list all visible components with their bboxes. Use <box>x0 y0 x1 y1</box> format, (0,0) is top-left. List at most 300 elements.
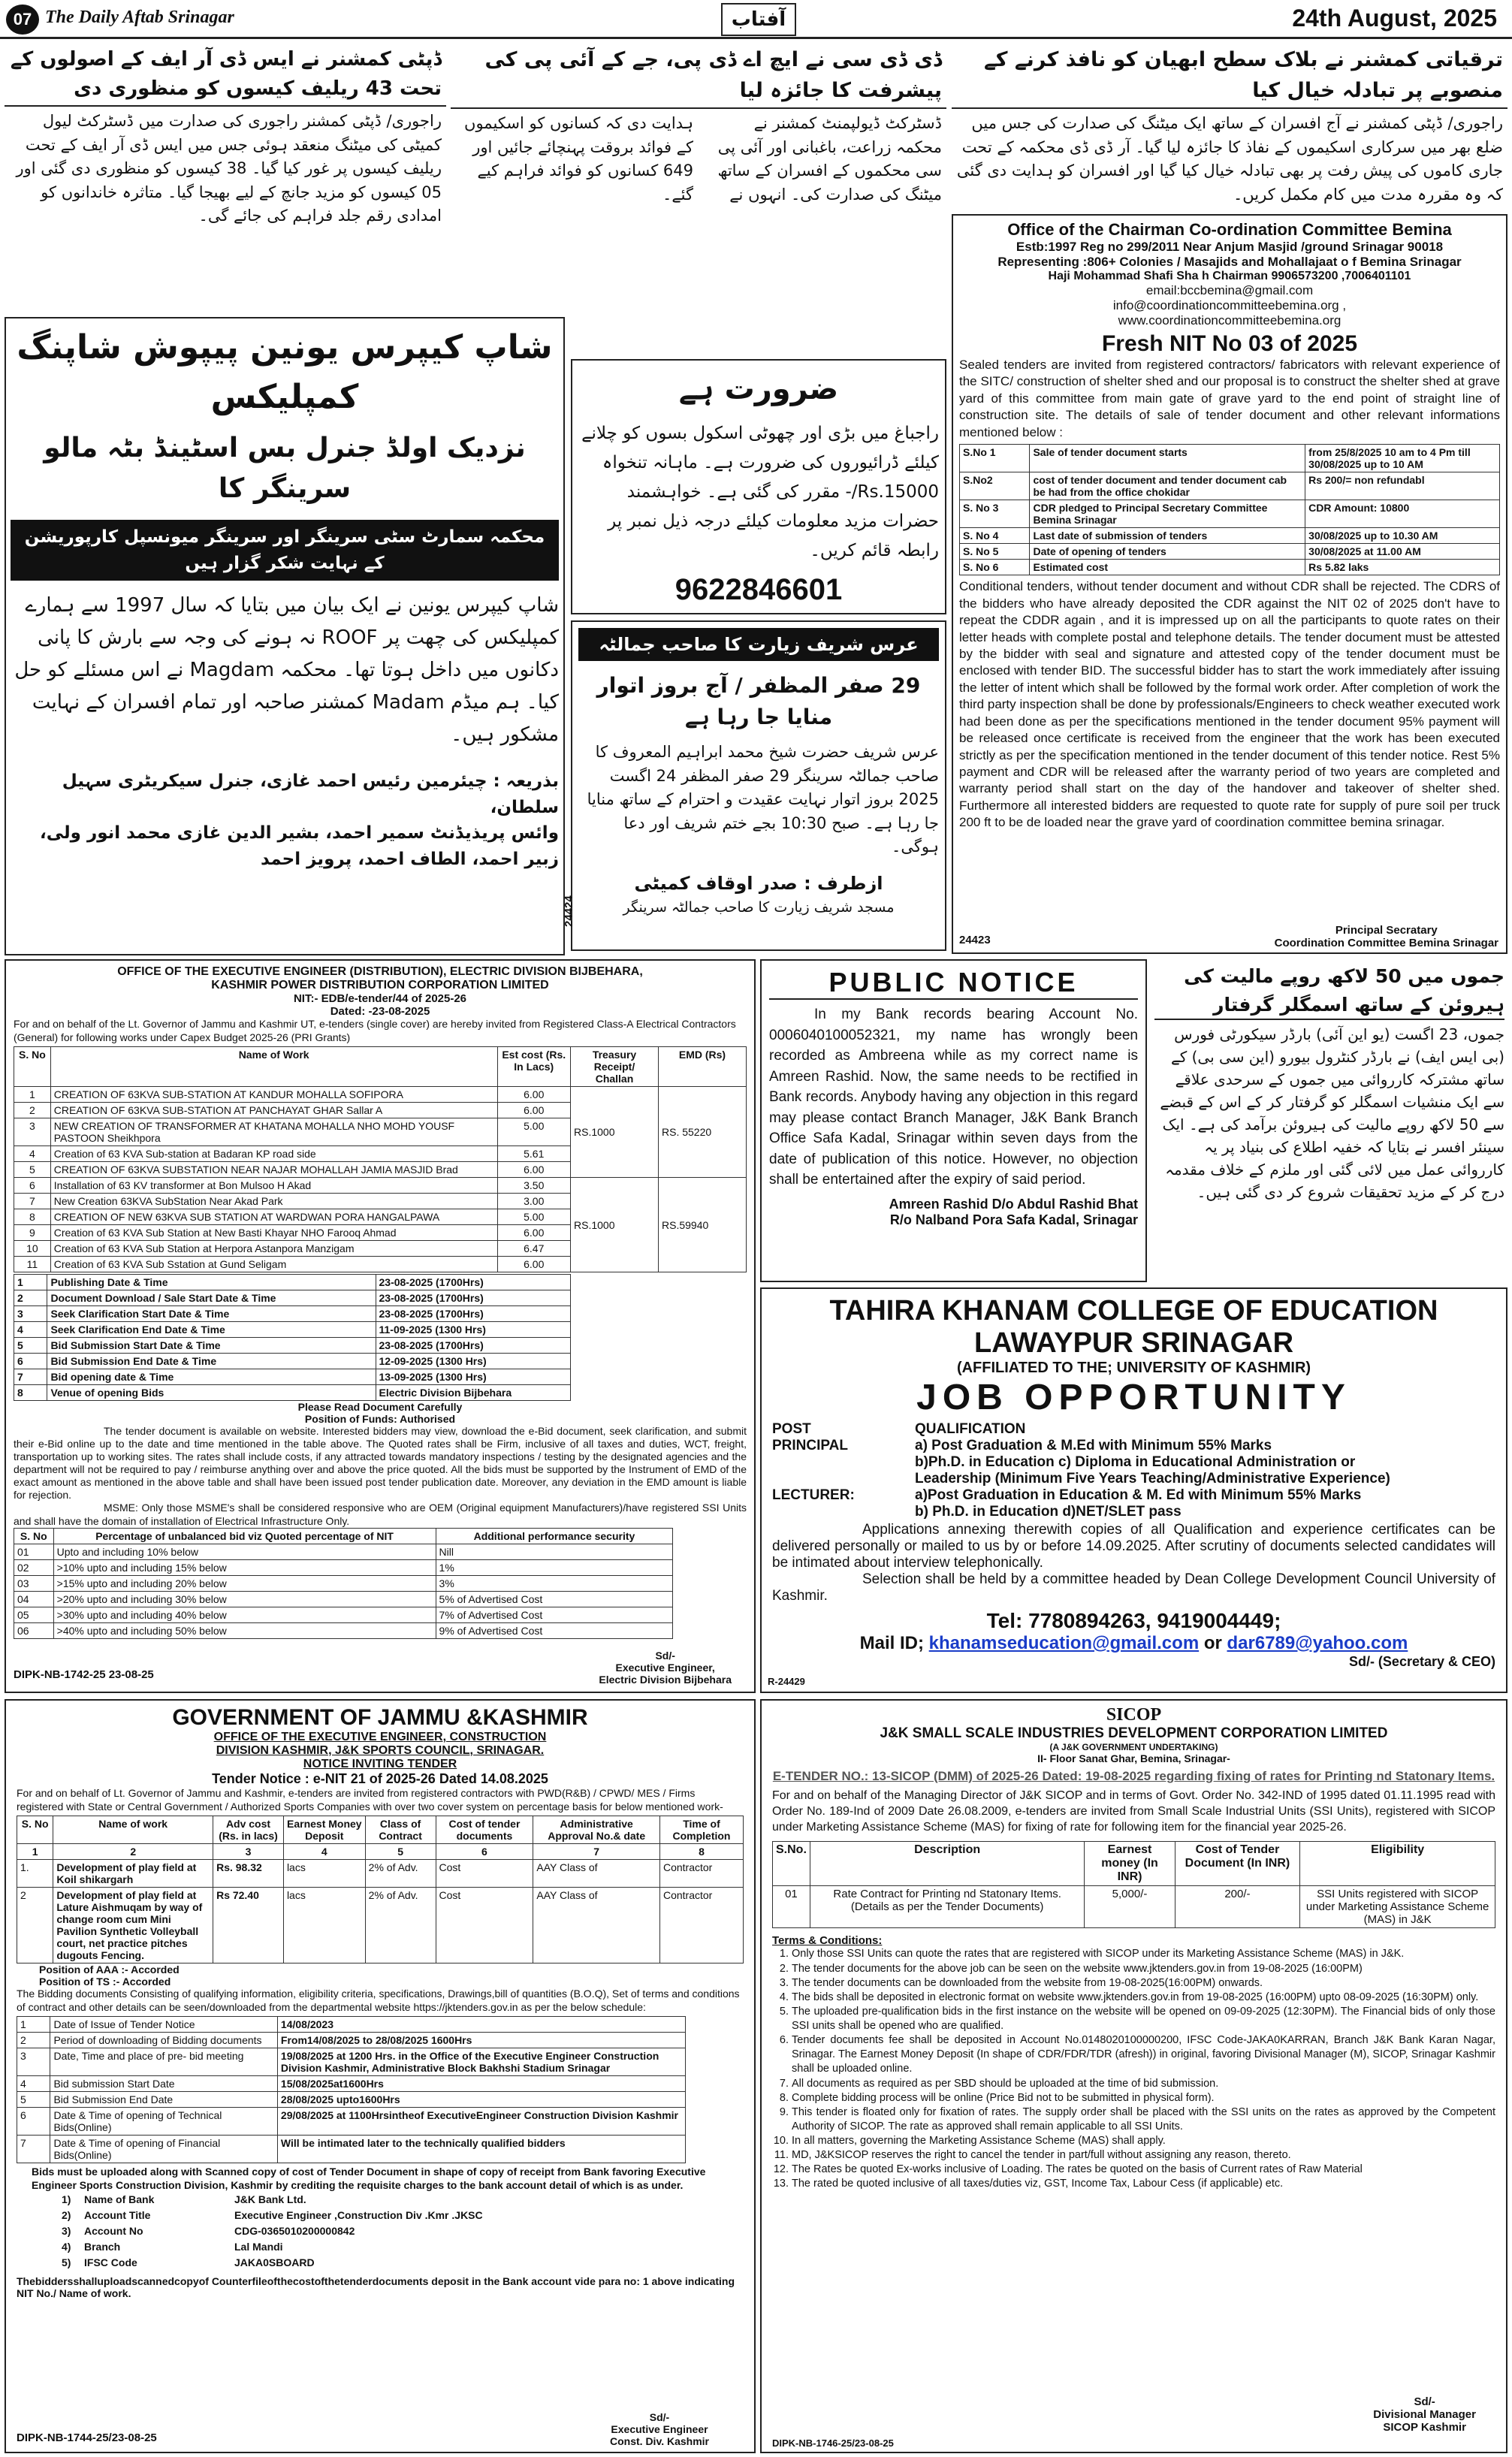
article-development-commissioner <box>952 44 1507 210</box>
bank-row <box>62 2208 744 2223</box>
row-number: S. No 4 <box>960 528 1030 544</box>
sched-number: 1 <box>14 1275 47 1290</box>
ad-ref: DIPK-NB-1744-25/23-08-25 <box>17 2431 157 2444</box>
column-header: Name of Work <box>50 1047 497 1087</box>
newspaper-logo: آفتاب <box>721 3 796 36</box>
term-item: 9. This tender is floated only for fixation of rates. The supply order shall be placed with the SSI units on the rates as approved by the Competent Authority of SICOP. The rate as approved shall remain applicable to all SSI Units. <box>792 2105 1495 2134</box>
bank-index: 5) <box>62 2256 71 2268</box>
sched-item: Period of downloading of Bidding documents <box>50 2033 277 2048</box>
college-location: LAWAYPUR SRINAGAR <box>973 1327 1294 1359</box>
sched-number: 5 <box>14 1338 47 1354</box>
column-header: Time of Completion <box>659 1816 743 1844</box>
nit-intro: Sealed tenders are invited from registered contractors/ fabricators with relevant experience of the SITC/ construction of shelter shed and our proposal is to construct the shelter shed at grave yard of this committee from main gate of grave yard to the end point of straight line of construction site. The details of sale of tender document and other relevant informations mentioned below : <box>959 358 1500 439</box>
principal-qual-2: b)Ph.D. in Education c) Diploma in Educational Administration or <box>915 1454 1356 1470</box>
term-item: 10. In all matters, governing the Marketing Assistance Scheme (MAS) shall apply. <box>792 2134 1495 2148</box>
sched-item: Bid submission Start Date <box>50 2076 277 2092</box>
article-sdrf-relief <box>5 44 446 310</box>
ad-sicop-etender <box>760 1699 1507 2453</box>
sched-number: 8 <box>14 1385 47 1401</box>
column-header: Administrative Approval No.& date <box>533 1816 660 1844</box>
bank-row <box>62 2192 744 2208</box>
work-cost: 5.00 <box>497 1118 571 1146</box>
qualification-label: QUALIFICATION <box>915 1421 1026 1437</box>
sched-value: 29/08/2025 at 1100Hrsintheof ExecutiveEngineer Construction Division Kashmir <box>277 2108 685 2136</box>
column-header: Treasury Receipt/ Challan <box>571 1047 659 1087</box>
row-number: S. No 6 <box>960 560 1030 575</box>
emd-amount: RS.59940 <box>659 1178 747 1272</box>
sched-item: Date & Time of opening of Technical Bids(Online) <box>50 2108 277 2136</box>
nit-title: Fresh NIT No 03 of 2025 <box>1101 331 1358 356</box>
row-item: Sale of tender document starts <box>1030 445 1305 472</box>
lecturer-qual-2: b) Ph.D. in Education d)NET/SLET pass <box>915 1504 1182 1520</box>
row-item: Last date of submission of tenders <box>1030 528 1305 544</box>
notice-title: PUBLIC NOTICE <box>769 967 1138 1000</box>
mail-link-2[interactable]: dar6789@yahoo.com <box>1227 1633 1408 1653</box>
work-number: 2 <box>14 1103 51 1118</box>
bank-row <box>62 2255 744 2271</box>
row-item: Estimated cost <box>1030 560 1305 575</box>
office-representing: Representing :806+ Colonies / Masajids and Mohallajaat o f Bemina Srinagar <box>997 255 1462 269</box>
signature-office: SICOP Kashmir <box>1383 2421 1466 2434</box>
work-number: 11 <box>14 1257 51 1272</box>
work-number: 10 <box>14 1241 51 1257</box>
row-value: 30/08/2025 at 11.00 AM <box>1305 544 1500 560</box>
term-item: 8. Complete bidding process will be online (Price Bid not to be submitted in physical form). <box>792 2091 1495 2105</box>
row-number: S. No 5 <box>960 544 1030 560</box>
principal-qual-3: Leadership (Minimum Five Years Teaching/Administrative Experience) <box>915 1471 1390 1487</box>
headline: ڈپٹی کمشنر نے ایس ڈی آر ایف کے اصولوں کے تحت 43 ریلیف کیسوں کو منظوری دی <box>5 44 446 107</box>
signature-office: Electric Division Bijbehara <box>599 1674 732 1686</box>
sched-value: Will be intimated later to the technically qualified bidders <box>277 2136 685 2163</box>
position-ts: Position of TS :- Accorded <box>39 1976 171 1988</box>
article-body: جموں، 23 اگست (یو این آئی) بارڈر سیکورٹی فورس (بی ایس ایف) نے بارڈر کنٹرول بیورو (این سی بی) کے ساتھ مشترکہ کارروائی میں جموں کے سرحدی علاقے سے ایک منشیات اسمگلر کو گرفتار کر کے اس کے قبضے سے 50 لاکھ روپے مالیت کی ہیروئن برآمد کی ہے۔ ایک سینئر افسر نے بتایا کہ خفیہ اطلاع کی بنیاد پر یہ کارروائی عمل میں لائی گئی اور ملزم کے خلاف مقدمہ درج کر کے مزید تحقیقات شروع کر دی گئی ہیں۔ <box>1160 1025 1504 1201</box>
office-estb: Estb:1997 Reg no 299/2011 Near Anjum Masjid /ground Srinagar 90018 <box>1016 240 1444 254</box>
schedule-row <box>17 2017 686 2033</box>
ad-body: شاپ کیپرس یونین نے ایک بیان میں بتایا کہ سال 1997 سے ہمارے کمپلیکس کی چھت پر ROOF نہ ہونے کی وجہ سے بارش کا پانی دکانوں میں داخل ہوتا تھا۔ محکمہ Magdam نے اس مسئلے کو حل کیا۔ ہم میڈم Madam کمشنر صاحبہ اور تمام افسران کے نہایت مشکور ہیں۔ <box>14 594 559 746</box>
sched-item: Publishing Date & Time <box>47 1275 376 1290</box>
sched-value: 15/08/2025at1600Hrs <box>277 2076 685 2092</box>
tender-number: E-TENDER NO.: 13-SICOP (DMM) of 2025-26 Dated: 19-08-2025 regarding fixing of rates for Printing nd Statonary Items. <box>772 1769 1495 1783</box>
sched-number: 4 <box>17 2076 50 2092</box>
ad-signature-2: مسجد شریف زیارت کا صاحب جمالٹہ سرینگر <box>623 898 895 916</box>
item-table <box>772 1841 1495 1928</box>
article-heroin-seized <box>1151 959 1507 1282</box>
item-emd: 5,000/- <box>1085 1886 1175 1928</box>
table-row <box>14 1544 673 1559</box>
ad-urs-sharif <box>563 620 946 951</box>
sched-value: 23-08-2025 (1700Hrs) <box>376 1338 570 1354</box>
column-number: 2 <box>53 1844 213 1860</box>
item-number: 01 <box>773 1886 810 1928</box>
work-number: 1. <box>17 1860 53 1888</box>
work-cost: Rs 72.40 <box>213 1888 284 1963</box>
tender-intro: For and on behalf of the Managing Director of J&K SICOP and in terms of Govt. Order No. 342-IND of 1995 dated 01.11.1995 read with Order No. 189-Ind of 2009 Date 26.08.2009, e-tenders are invited from Small Scale Industrial Units (SSI Units), registered with SICOP under Marketing Assistance Scheme (MAS) for fixing of rate for following item for the financial year 2025-26. <box>772 1789 1495 1834</box>
work-name: CREATION OF NEW 63KVA SUB STATION AT WARDWAN PORA HANGALPAWA <box>50 1209 497 1225</box>
work-cost: 6.00 <box>497 1087 571 1103</box>
page-header <box>0 0 1512 39</box>
column-header: S. No <box>14 1528 54 1544</box>
schedule-table <box>17 2016 686 2163</box>
table-row <box>14 1622 673 1638</box>
bank-field: Account Title <box>84 2209 151 2221</box>
bank-index: 1) <box>62 2193 71 2205</box>
schedule-row <box>14 1369 571 1385</box>
column-number-row <box>17 1844 744 1860</box>
work-number: 4 <box>14 1146 51 1162</box>
work-unit: lacs <box>283 1860 365 1888</box>
bank-value: J&K Bank Ltd. <box>234 2193 306 2205</box>
table-row <box>960 560 1500 575</box>
nit-msme: MSME: Only those MSME's shall be considered responsive who are OEM (Original equipment Manufacturers)/have registered SSI Units and shall have the domain of installation of Electrical Infrastructure Only. <box>14 1502 747 1527</box>
office-email-2: info@coordinationcommitteebemina.org , <box>1112 298 1347 312</box>
column-header: Adv cost (Rs. in lacs) <box>213 1816 284 1844</box>
sched-item: Bid opening date & Time <box>47 1369 376 1385</box>
sched-value: 23-08-2025 (1700Hrs) <box>376 1275 570 1290</box>
lecturer-label: LECTURER: <box>772 1487 855 1503</box>
term-item: 1. Only those SSI Units can quote the rates that are registered with SICOP under its Marketing Assistance Scheme (MAS) in J&K. <box>792 1947 1495 1961</box>
sched-value: 23-08-2025 (1700Hrs) <box>376 1290 570 1306</box>
bank-value: CDG-0365010200000842 <box>234 2225 355 2237</box>
work-doc-cost: Cost <box>436 1860 533 1888</box>
contact-phone: Tel: 7780894263, 9419004449; <box>986 1609 1281 1632</box>
signature-office: Const. Div. Kashmir <box>610 2435 709 2447</box>
terms-title: Terms & Conditions: <box>772 1934 883 1948</box>
article-body: راجوری/ ڈپٹی کمشنر راجوری کی صدارت میں ڈسٹرکٹ لیول کمیٹی کی میٹنگ منعقد ہوئی جس میں ایس ڈی آر ایف کے تحت ریلیف کیسوں پر غور کیا گیا۔ 38 کیسوں کو منظوری دی گئی اور 05 کیسوں کو مزید جانچ کے لیے بھیجا گیا۔ متاثرہ خاندانوں کو امدادی رقم جلد فراہم کی جائے گی۔ <box>16 112 442 225</box>
sched-value: From14/08/2025 to 28/08/2025 1600Hrs <box>277 2033 685 2048</box>
works-table <box>17 1816 744 1963</box>
work-cost: 6.00 <box>497 1103 571 1118</box>
bank-field: Branch <box>84 2241 121 2253</box>
sched-number: 2 <box>14 1290 47 1306</box>
row-value: CDR Amount: 10800 <box>1305 500 1500 528</box>
bank-row <box>62 2239 744 2255</box>
work-cost: 6.00 <box>497 1225 571 1241</box>
sched-value: 11-09-2025 (1300 Hrs) <box>376 1322 570 1338</box>
tender-body: The Bidding documents Consisting of qualifying information, eligibility criteria, specifications, Drawings,bill of quantities (B.O.Q), Set of terms and conditions of contract and other details can be seen/downloaded from the departmental website https://jktenders.gov.in as per the below schedule: <box>17 1988 740 2013</box>
phone-number: 9622846601 <box>675 573 843 607</box>
perf-range: >30% upto and including 40% below <box>53 1607 436 1622</box>
perf-security: 3% <box>436 1575 673 1591</box>
office-chairman: Haji Mohammad Shafi Sha h Chairman 9906573200 ,7006401101 <box>1048 270 1411 282</box>
row-item: cost of tender document and tender document cab be had from the office chokidar <box>1030 472 1305 500</box>
column-number: 1 <box>17 1844 53 1860</box>
item-doc-cost: 200/- <box>1175 1886 1300 1928</box>
sched-value: 13-09-2025 (1300 Hrs) <box>376 1369 570 1385</box>
signature-title: Executive Engineer <box>611 2423 708 2435</box>
ad-jk-sports-tender <box>5 1699 756 2453</box>
notice-title: NOTICE INVITING TENDER <box>303 1758 457 1770</box>
sched-value: 12-09-2025 (1300 Hrs) <box>376 1354 570 1369</box>
sched-item: Document Download / Sale Start Date & Time <box>47 1290 376 1306</box>
item-description: Rate Contract for Printing nd Statonary Items. (Details as per the Tender Documents) <box>810 1886 1085 1928</box>
terms-list <box>772 1947 1495 2191</box>
work-name: Creation of 63 KVA Sub Station at New Basti Khayar NHO Farooq Ahmad <box>50 1225 497 1241</box>
column-header: Eligibility <box>1300 1842 1495 1886</box>
schedule-row <box>17 2092 686 2108</box>
row-value: 30/08/2025 up to 10.30 AM <box>1305 528 1500 544</box>
ad-ref: 24423 <box>959 934 991 946</box>
table-row <box>17 1860 744 1888</box>
note-read-carefully: Please Read Document Carefully <box>297 1401 463 1413</box>
perf-range: >10% upto and including 15% below <box>53 1559 436 1575</box>
perf-security: 7% of Advertised Cost <box>436 1607 673 1622</box>
schedule-row <box>14 1338 571 1354</box>
work-name: Development of play field at Koil shikargarh <box>53 1860 213 1888</box>
work-number: 5 <box>14 1162 51 1178</box>
header-row <box>14 1047 747 1087</box>
bank-field: IFSC Code <box>84 2256 137 2268</box>
schedule-row <box>17 2048 686 2076</box>
tender-footer: Thebiddersshalluploadscannedcopyof Counterfileofthecostofthetenderdocuments deposit in the Bank account vide para no: 1 above indicating NIT No./ Name of work. <box>17 2275 735 2299</box>
tender-number: Tender Notice : e-NIT 21 of 2025-26 Dated 14.08.2025 <box>212 1771 548 1786</box>
term-item: 5. The uploaded pre-qualification bids in the first instance on the website will be opened on 09-09-2025 (12:30PM). The Financial bids of only those SSI units shall be opened who are qualified. <box>792 2005 1495 2033</box>
schedule-row <box>14 1275 571 1290</box>
header-row <box>773 1842 1495 1886</box>
principal-label: PRINCIPAL <box>772 1438 848 1453</box>
work-name: Creation of 63 KVA Sub-station at Badaran KP road side <box>50 1146 497 1162</box>
office-website: www.coordinationcommitteebemina.org <box>1118 313 1341 327</box>
perf-number: 06 <box>14 1622 54 1638</box>
schedule-row <box>17 2033 686 2048</box>
issue-date: 24th August, 2025 <box>1292 5 1497 32</box>
work-class: AAY Class of <box>533 1888 660 1963</box>
term-item: 4. The bids shall be deposited in electronic format on website www.jktenders.gov.in from 19-08-2025 (16:00PM) upto 08-09-2025 (16:30PM) only. <box>792 1991 1495 2005</box>
signature-title: Executive Engineer, <box>615 1662 715 1674</box>
headline: جموں میں 50 لاکھ روپے مالیت کی ہیروئن کے ساتھ اسمگلر گرفتار <box>1154 962 1504 1020</box>
ad-subtitle: نزدیک اولڈ جنرل بس اسٹینڈ بٹہ مالو سرینگر کا <box>44 433 526 504</box>
work-cost: 6.47 <box>497 1241 571 1257</box>
ad-bemina-nit <box>952 214 1507 954</box>
perf-number: 04 <box>14 1591 54 1607</box>
sched-item: Bid Submission End Date & Time <box>47 1354 376 1369</box>
perf-number: 05 <box>14 1607 54 1622</box>
bank-value: JAKA0SBOARD <box>234 2256 315 2268</box>
page-number: 07 <box>6 5 39 35</box>
college-affiliation: (AFFILIATED TO THE; UNIVERSITY OF KASHMIR) <box>956 1360 1311 1376</box>
signature-title: Divisional Manager <box>1373 2408 1476 2421</box>
perf-range: >15% upto and including 20% below <box>53 1575 436 1591</box>
ad-ref: 24424 <box>563 895 575 927</box>
table-row <box>960 528 1500 544</box>
term-item: 3. The tender documents can be downloaded from the website from 19-08-2025(16:00PM) onwards. <box>792 1976 1495 1991</box>
job-body-2: Selection shall be held by a committee headed by Dean College Development Council University of Kashmir. <box>772 1571 1495 1604</box>
row-item: Date of opening of tenders <box>1030 544 1305 560</box>
sched-number: 5 <box>17 2092 50 2108</box>
schedule-row <box>14 1290 571 1306</box>
work-cost: 6.00 <box>497 1162 571 1178</box>
ad-body: راجباغ میں بڑی اور چھوٹی اسکول بسوں کو چلانے کیلئے ڈرائیوروں کی ضرورت ہے۔ ماہانہ تنخواہ Rs.15000/- مقرر کی گئی ہے۔ خواہشمند حضرات مزید معلومات کیلئے درجہ ذیل نمبر پر رابطہ قائم کریں۔ <box>581 424 939 561</box>
table-row <box>960 445 1500 472</box>
org-address: II- Floor Sanat Ghar, Bemina, Srinagar- <box>1037 1752 1230 1764</box>
sched-number: 2 <box>17 2033 50 2048</box>
table-row <box>14 1087 747 1103</box>
work-time: Contractor <box>659 1888 743 1963</box>
bank-field: Account No <box>84 2225 143 2237</box>
signature-sd: Sd/- <box>1414 2395 1435 2408</box>
header-row <box>14 1528 673 1544</box>
work-number: 7 <box>14 1194 51 1209</box>
job-signature: Sd/- (Secretary & CEO) <box>1348 1654 1495 1669</box>
ad-shopkeepers-union <box>5 317 565 955</box>
work-cost: 5.00 <box>497 1209 571 1225</box>
term-item: 6. Tender documents fee shall be deposited in Account No.0148020100000200, IFSC Code-JAKA0KARRAN, Branch J&K Bank Karan Nagar, Srinagar. The Earnest Money Deposit (In shape of CDR/FDR/TDR (afresh)) in original, favoring Divisional Manager (M), SICOP, Srinagar Kashmir shall be uploaded online. <box>792 2033 1495 2076</box>
table-row <box>960 544 1500 560</box>
work-doc-cost: Cost <box>436 1888 533 1963</box>
nit-date: Dated: -23-08-2025 <box>330 1005 430 1018</box>
ad-college-job <box>760 1287 1507 1693</box>
schedule-row <box>14 1385 571 1401</box>
work-number: 9 <box>14 1225 51 1241</box>
row-value: from 25/8/2025 10 am to 4 Pm till 30/08/2025 up to 10 AM <box>1305 445 1500 472</box>
sched-number: 4 <box>14 1322 47 1338</box>
bank-field: Name of Bank <box>84 2193 155 2205</box>
post-label: POST <box>772 1421 811 1437</box>
college-name: TAHIRA KHANAM COLLEGE OF EDUCATION <box>829 1295 1438 1327</box>
column-header: Class of Contract <box>365 1816 436 1844</box>
table-row <box>773 1886 1495 1928</box>
column-header: Est cost (Rs. In Lacs) <box>497 1047 571 1087</box>
ad-drivers-wanted <box>571 359 946 614</box>
perf-security: 9% of Advertised Cost <box>436 1622 673 1638</box>
article-body: راجوری/ ڈپٹی کمشنر نے آج افسران کے ساتھ ایک میٹنگ کی صدارت کی جس میں ضلع بھر میں سرکاری اسکیموں کے نفاذ کا جائزہ لیا گیا۔ آر ڈی ڈی محکمہ کے تحت جاری کاموں کی پیش رفت پر بھی تبادلہ خیال کیا گیا اور افسران کو ہدایت دی گئی کہ وہ مقررہ مدت میں کام مکمل کریں۔ <box>956 114 1503 204</box>
mail-link-1[interactable]: khanamseducation@gmail.com <box>928 1633 1200 1653</box>
bank-index: 2) <box>62 2209 71 2221</box>
office-title-2: DIVISION KASHMIR, J&K SPORTS COUNCIL, SRINAGAR. <box>216 1744 545 1757</box>
column-header: Earnest Money Deposit <box>283 1816 365 1844</box>
column-number: 3 <box>213 1844 284 1860</box>
column-number: 5 <box>365 1844 436 1860</box>
office-email: email:bccbemina@gmail.com <box>1145 283 1314 297</box>
sched-item: Seek Clarification Start Date & Time <box>47 1306 376 1322</box>
mail-label: Mail ID; <box>859 1633 924 1653</box>
perf-security: Nill <box>436 1544 673 1559</box>
work-name: Creation of 63 KVA Sub Station at Herpora Astanpora Manzigam <box>50 1241 497 1257</box>
sched-value: 14/08/2023 <box>277 2017 685 2033</box>
bank-index: 4) <box>62 2241 71 2253</box>
notice-signature: Amreen Rashid D/o Abdul Rashid Bhat <box>889 1196 1138 1212</box>
term-item: 2. The tender documents for the above job can be seen on the website www.jktenders.gov.in from 19-08-2025 (16:00PM) <box>792 1962 1495 1976</box>
column-number: 6 <box>436 1844 533 1860</box>
principal-qual-1: a) Post Graduation & M.Ed with Minimum 55% Marks <box>915 1438 1272 1453</box>
sched-item: Date & Time of opening of Financial Bids(Online) <box>50 2136 277 2163</box>
sched-item: Seek Clarification End Date & Time <box>47 1322 376 1338</box>
work-name: Installation of 63 KV transformer at Bon Mulsoo H Akad <box>50 1178 497 1194</box>
bank-value: Executive Engineer ,Construction Div .Kmr .JKSC <box>234 2209 483 2221</box>
perf-range: Upto and including 10% below <box>53 1544 436 1559</box>
work-number: 8 <box>14 1209 51 1225</box>
schedule-row <box>14 1354 571 1369</box>
ad-ref: DIPK-NB-1742-25 23-08-25 <box>14 1668 154 1681</box>
office-title-2: KASHMIR POWER DISTRIBUTION CORPORATION LIMITED <box>211 979 549 992</box>
lecturer-qual-1: a)Post Graduation in Education & M. Ed with Minimum 55% Marks <box>915 1487 1362 1503</box>
office-title: OFFICE OF THE EXECUTIVE ENGINEER (DISTRIBUTION), ELECTRIC DIVISION BIJBEHARA, <box>117 965 643 978</box>
ad-public-notice <box>760 959 1147 1282</box>
table-row <box>17 1888 744 1963</box>
emd-amount: RS. 55220 <box>659 1087 747 1178</box>
work-cost: 3.00 <box>497 1194 571 1209</box>
sched-item: Venue of opening Bids <box>47 1385 376 1401</box>
column-header: Cost of Tender Document (In INR) <box>1175 1842 1300 1886</box>
work-name: NEW CREATION OF TRANSFORMER AT KHATANA MOHALLA NHO MOHD YOUSF PASTOON Sheikhpora <box>50 1118 497 1146</box>
perf-range: >20% upto and including 30% below <box>53 1591 436 1607</box>
row-number: S.No 1 <box>960 445 1030 472</box>
sched-number: 3 <box>14 1306 47 1322</box>
column-header: Percentage of unbalanced bid viz Quoted percentage of NIT <box>53 1528 436 1544</box>
sched-number: 7 <box>17 2136 50 2163</box>
work-time: Contractor <box>659 1860 743 1888</box>
org-name: J&K SMALL SCALE INDUSTRIES DEVELOPMENT CORPORATION LIMITED <box>880 1725 1388 1741</box>
column-header: S.No. <box>773 1842 810 1886</box>
schedule-row <box>17 2136 686 2163</box>
table-row <box>14 1575 673 1591</box>
treasury-amount: RS.1000 <box>571 1178 659 1272</box>
term-item: 12. The Rates be quoted Ex-works inclusive of Loading. The rates be quoted on the basis of Current rates of Raw Material <box>792 2163 1495 2177</box>
org-short: SICOP <box>1106 1705 1162 1725</box>
office-title: Office of the Chairman Co-ordination Committee Bemina <box>1007 220 1452 239</box>
column-header: Description <box>810 1842 1085 1886</box>
ad-banner: محکمہ سمارٹ سٹی سرینگر اور سرینگر میونسپل کارپوریشن کے نہایت شکر گزار ہیں <box>11 520 559 581</box>
work-emd: 2% of Adv. <box>365 1860 436 1888</box>
header-row <box>17 1816 744 1844</box>
perf-security: 5% of Advertised Cost <box>436 1591 673 1607</box>
column-header: Earnest money (In INR) <box>1085 1842 1175 1886</box>
table-row <box>14 1178 747 1194</box>
ad-headline: 29 صفر المظفر / آج بروز اتوار منایا جا رہا ہے <box>596 673 921 729</box>
sched-item: Date, Time and place of pre- bid meeting <box>50 2048 277 2076</box>
table-row <box>14 1607 673 1622</box>
term-item: 11. MD, J&KSICOP reserves the right to cancel the tender in part/full without assigning any reason, thereto. <box>792 2148 1495 2163</box>
row-value: Rs 200/= non refundabl <box>1305 472 1500 500</box>
schedule-table <box>14 1274 571 1401</box>
work-cost: Rs. 98.32 <box>213 1860 284 1888</box>
row-value: Rs 5.82 laks <box>1305 560 1500 575</box>
sched-value: 28/08/2025 upto1600Hrs <box>277 2092 685 2108</box>
perf-security: 1% <box>436 1559 673 1575</box>
ad-ref: DIPK-NB-1746-25/23-08-25 <box>772 2437 894 2449</box>
ad-signature: بذریعہ : چیئرمین رئیس احمد غازی، جنرل سیکریٹری سہیل سلطان، <box>62 771 559 817</box>
notice-address: R/o Nalband Pora Safa Kadal, Srinagar <box>889 1212 1138 1227</box>
sched-value: Electric Division Bijbehara <box>376 1385 570 1401</box>
schedule-row <box>17 2076 686 2092</box>
notice-body: In my Bank records bearing Account No. 0006040100052321, my name has wrongly been recorded as Ambreena while as my correct name is Amreen Rashid. Now, the same needs to be rectified in Bank records. Anybody having any objection in this regard may please contact Branch Manager, J&K Bank Branch Office Safa Kadal, Srinagar within seven days from the date of publication of this notice. However, no objection shall be entertained after the expiry of said period. <box>769 1007 1138 1188</box>
job-title: JOB OPPORTUNITY <box>916 1378 1351 1417</box>
sched-value: 19/08/2025 at 1200 Hrs. in the Office of the Executive Engineer Construction Division Kashmir, Administrative Block Bakhshi Stadium Srinagar <box>277 2048 685 2076</box>
work-unit: lacs <box>283 1888 365 1963</box>
works-table <box>14 1046 747 1272</box>
schedule-row <box>17 2108 686 2136</box>
work-cost: 6.00 <box>497 1257 571 1272</box>
ad-ref: R-24429 <box>768 1676 805 1687</box>
column-number: 4 <box>283 1844 365 1860</box>
note-funds: Position of Funds: Authorised <box>304 1413 456 1425</box>
work-name: CREATION OF 63KVA SUB-STATION AT KANDUR MOHALLA SOFIPORA <box>50 1087 497 1103</box>
bank-note: Bids must be uploaded along with Scanned copy of cost of Tender Document in shape of copy of receipt from Bank favoring Executive Engineer Sports Construction Division, Kashmir by crediting the requisite charges to the bank account detail of which is as under. <box>32 2166 706 2191</box>
signature-sd: Sd/- <box>655 1650 675 1662</box>
nit-intro: For and on behalf of the Lt. Governor of Jammu and Kashmir UT, e-tenders (single cover) are hereby invited from Registered Class-A Electrical Contractors (General) for following works under Capex Budget 2025-26 (PRI Grants) <box>14 1018 736 1043</box>
job-body: Applications annexing therewith copies of all Qualification and experience certificates can be delivered personally or mailed to us by or before 14.09.2025. After scrutiny of documents selected candidates will be intimated about interview telephonically. <box>772 1522 1495 1571</box>
column-header: Cost of tender documents <box>436 1816 533 1844</box>
sched-number: 1 <box>17 2017 50 2033</box>
column-header: EMD (Rs) <box>659 1047 747 1087</box>
nit-terms: Conditional tenders, without tender document and without CDR shall be rejected. The CDRS of the bidders who have already deposited the CDR against the NIT 02 of 2025 don't have to repeat the CDDR again , and it is impressed up on all the participants to quote rates on their letter heads with complete postal and telephone details. The tender document must be attested by the bidder with seal and signature and attested copy of the tender document must be enclosed with tender BID. The successful bidder has to start the work immediately after issuing the letter of intent which shall be followed by the formal work order. After completion of work the third party inspection shall be done by professionals/Engineers to check weather executed work had been done as per the specifications mentioned in the tender document 95% payment will be released once certificate is received from the engineer that the work has been executed strictly as per the specification mentioned in the tender document of this tender notice. Rest 5% payment and CDR will be released after the warranty period of two years are completed and warranty period shall start on the day of the handover and takeover of shelter shed. Furthermore all interested bidders are requested to quote rate for supply of pure soil per truck 200 ft to be de loaded near the grave yard of coordination committee bemina srinagar. <box>959 579 1500 830</box>
headline: ترقیاتی کمشنر نے بلاک سطح ابھیان کو نافذ کرنے کے منصوبے پر تبادلہ خیال کیا <box>952 44 1507 109</box>
ad-bijbehara-etender <box>5 959 756 1693</box>
ad-title: شاپ کیپرس یونین پیپوش شاپنگ کمپلیکس <box>17 328 553 416</box>
term-item: 7. All documents as required as per SBD should be uploaded at the time of bid submission. <box>792 2077 1495 2091</box>
bank-value: Lal Mandi <box>234 2241 283 2253</box>
work-cost: 3.50 <box>497 1178 571 1194</box>
sched-number: 6 <box>14 1354 47 1369</box>
